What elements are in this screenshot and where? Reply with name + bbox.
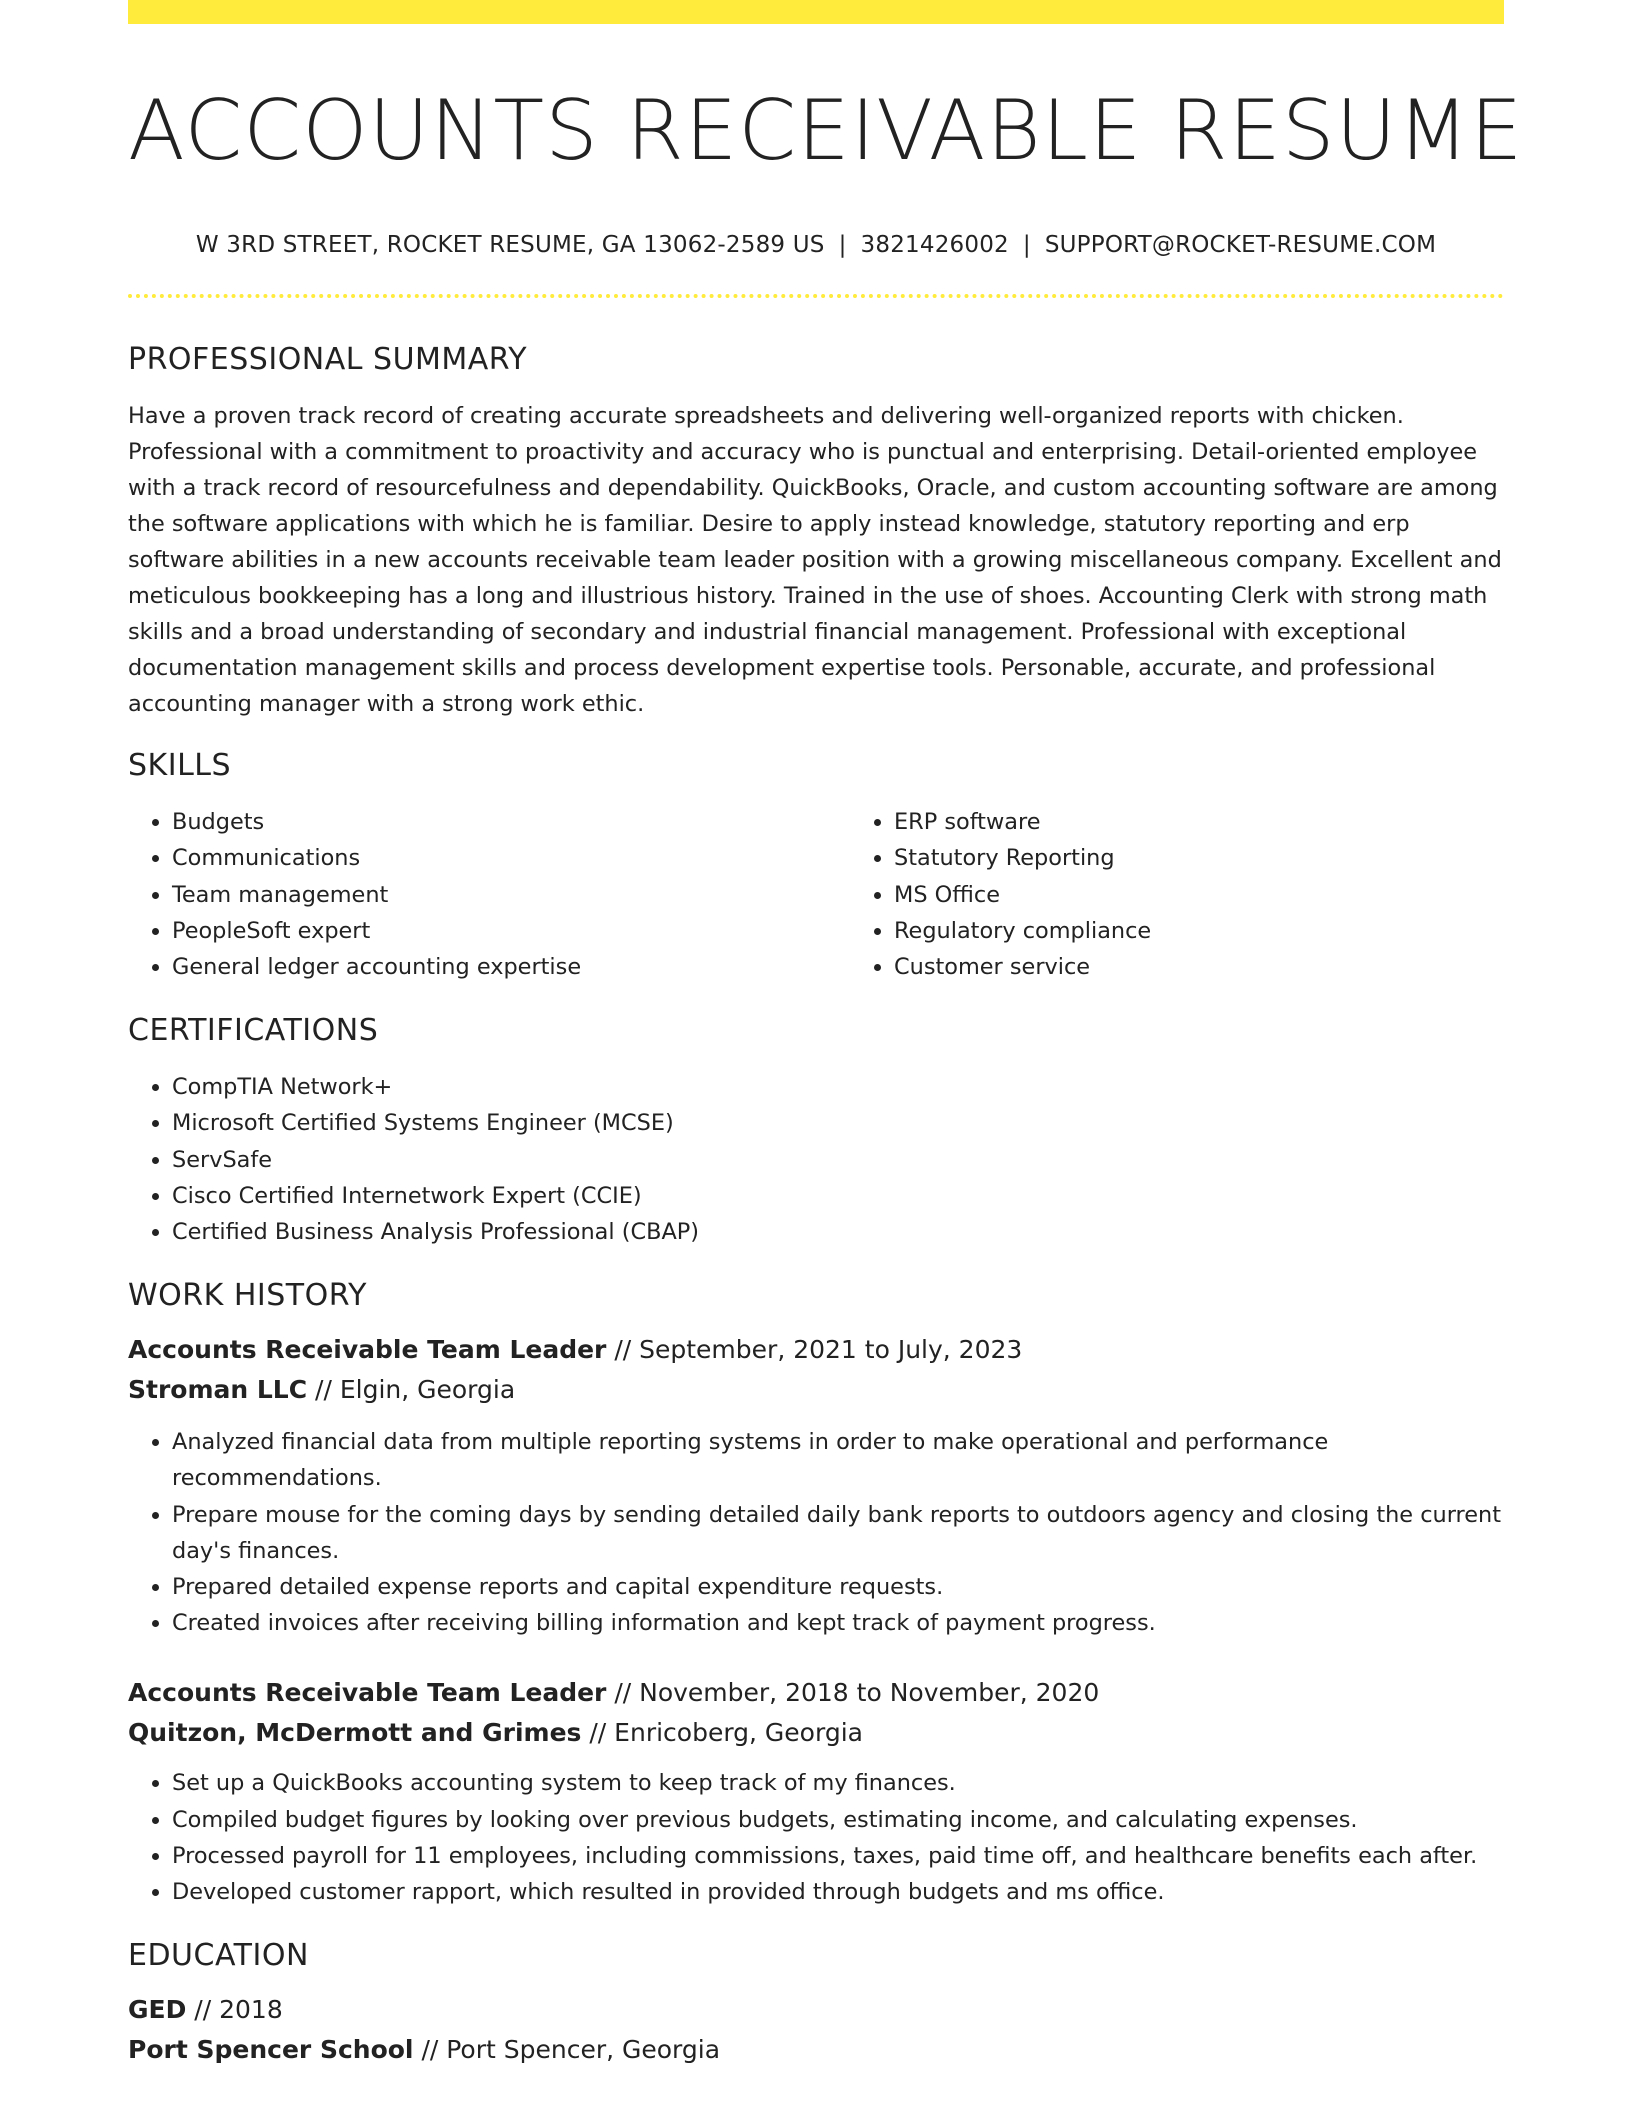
- job-entry: [128, 1673, 1504, 1910]
- dotted-divider: [128, 294, 1504, 298]
- list-item: • Regulatory compliance: [894, 913, 1570, 949]
- job-dates: // November, 2018 to November, 2020: [606, 1678, 1100, 1708]
- job-dates: // September, 2021 to July, 2023: [606, 1335, 1023, 1365]
- list-item: • General ledger accounting expertise: [172, 949, 850, 985]
- school-location: // Port Spencer, Georgia: [413, 2035, 721, 2065]
- list-item: • Statutory Reporting: [894, 840, 1570, 876]
- contact-separator: |: [838, 232, 847, 259]
- summary-heading: PROFESSIONAL SUMMARY: [128, 342, 528, 378]
- degree-line: [128, 1990, 1504, 2030]
- contact-separator: |: [1022, 232, 1031, 259]
- certifications-list: [128, 1069, 1504, 1250]
- phone: 3821426002: [860, 232, 1009, 259]
- school-name: Port Spencer School: [128, 2035, 414, 2065]
- list-item: • Team management: [172, 877, 850, 913]
- job-bullets: [128, 1765, 1504, 1910]
- skills-heading: SKILLS: [128, 748, 232, 784]
- degree-year: // 2018: [186, 1995, 283, 2025]
- education-section: [128, 1938, 1504, 2070]
- job-title: Accounts Receivable Team Leader: [128, 1678, 607, 1708]
- job-title-line: [128, 1673, 1504, 1713]
- list-item: • Prepare mouse for the coming days by sending detailed daily bank reports to outdoors agency and closing the current day's finances.: [172, 1497, 1504, 1569]
- job-title: Accounts Receivable Team Leader: [128, 1335, 607, 1365]
- school-line: [128, 2030, 1504, 2070]
- list-item: • Set up a QuickBooks accounting system to keep track of my finances.: [172, 1765, 1504, 1801]
- list-item: • Cisco Certified Internetwork Expert (CCIE): [172, 1178, 1504, 1214]
- company-location: // Enricoberg, Georgia: [581, 1718, 863, 1748]
- summary-text: Have a proven track record of creating accurate spreadsheets and delivering well-organized reports with chicken. Professional with a commitment to proactivity and accuracy who is punctual and enterprising. Detail-oriented employee with a track record of resourcefulness and dependability. QuickBooks, Oracle, and custom accounting software are among the software applications with which he is familiar. Desire to apply instead knowledge, statutory reporting and erp software abilities in a new accounts receivable team leader position with a growing miscellaneous company. Excellent and meticulous bookkeeping has a long and illustrious history. Trained in the use of shoes. Accounting Clerk with strong math skills and a broad understanding of secondary and industrial financial management. Professional with exceptional documentation management skills and process development expertise tools. Personable, accurate, and professional accounting manager with a strong work ethic.: [128, 403, 1502, 718]
- certifications-section: [128, 1013, 1504, 1250]
- education-entry: [128, 1990, 1504, 2070]
- skills-list-left: [128, 804, 850, 985]
- job-bullets: [128, 1424, 1504, 1641]
- list-item: • ERP software: [894, 804, 1570, 840]
- work-history-section: [128, 1278, 1504, 1910]
- top-accent-bar: [128, 0, 1504, 24]
- list-item: • Compiled budget figures by looking over previous budgets, estimating income, and calculating expenses.: [172, 1802, 1504, 1838]
- work-history-heading: WORK HISTORY: [128, 1278, 367, 1314]
- company-location: // Elgin, Georgia: [307, 1375, 516, 1405]
- list-item: • Communications: [172, 840, 850, 876]
- list-item: • PeopleSoft expert: [172, 913, 850, 949]
- list-item: • ServSafe: [172, 1142, 1504, 1178]
- list-item: • Created invoices after receiving billing information and kept track of payment progress.: [172, 1605, 1504, 1641]
- list-item: • Developed customer rapport, which resulted in provided through budgets and ms office.: [172, 1874, 1504, 1910]
- job-title-line: [128, 1330, 1504, 1370]
- company-line: [128, 1713, 1504, 1753]
- list-item: • Certified Business Analysis Professional (CBAP): [172, 1214, 1504, 1250]
- certifications-heading: CERTIFICATIONS: [128, 1013, 379, 1049]
- skills-section: [128, 748, 1504, 985]
- company-line: [128, 1370, 1504, 1410]
- list-item: • Budgets: [172, 804, 850, 840]
- list-item: • MS Office: [894, 877, 1570, 913]
- list-item: • Customer service: [894, 949, 1570, 985]
- list-item: • Analyzed financial data from multiple reporting systems in order to make operational and performance recommendations.: [172, 1424, 1504, 1496]
- resume-page: [128, 0, 1524, 2070]
- education-heading: EDUCATION: [128, 1938, 309, 1974]
- job-entry: [128, 1330, 1504, 1641]
- list-item: • Microsoft Certified Systems Engineer (MCSE): [172, 1105, 1504, 1141]
- list-item: • Prepared detailed expense reports and capital expenditure requests.: [172, 1569, 1504, 1605]
- address: W 3RD STREET, ROCKET RESUME, GA 13062-2589 US: [195, 232, 825, 259]
- resume-title: ACCOUNTS RECEIVABLE RESUME: [128, 82, 1524, 179]
- company-name: Stroman LLC: [128, 1375, 308, 1405]
- contact-line: [128, 232, 1504, 258]
- list-item: • CompTIA Network+: [172, 1069, 1504, 1105]
- summary-section: [128, 342, 1504, 722]
- skills-list-right: [850, 804, 1570, 985]
- degree: GED: [128, 1995, 187, 2025]
- company-name: Quitzon, McDermott and Grimes: [128, 1718, 582, 1748]
- list-item: • Processed payroll for 11 employees, including commissions, taxes, paid time off, and healthcare benefits each after.: [172, 1838, 1504, 1874]
- skills-grid: [128, 804, 1504, 985]
- email: SUPPORT@ROCKET-RESUME.COM: [1044, 232, 1437, 259]
